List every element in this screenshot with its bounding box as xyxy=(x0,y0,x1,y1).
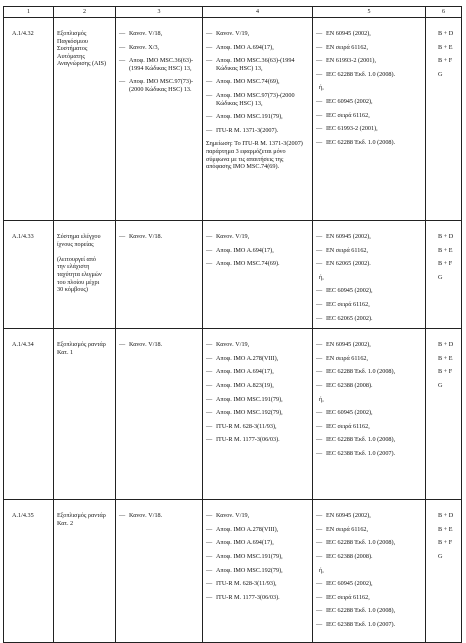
standard-item: — Κανον. V/19, xyxy=(206,233,310,241)
test-standard-item: — IEC 62065 (2002). xyxy=(316,315,423,323)
test-standard-item: — IEC 62288 Έκδ. 1.0 (2008), xyxy=(316,539,423,547)
test-standards-list-en xyxy=(316,512,423,560)
test-standard-item: — IEC 62288 Έκδ. 1.0 (2008). xyxy=(316,139,423,147)
modules-cell xyxy=(426,221,462,329)
regulations-cell xyxy=(116,18,203,221)
test-standard-item: — IEC 62388 Έκδ. 1.0 (2007). xyxy=(316,621,423,629)
column-number: 2 xyxy=(54,7,116,18)
standard-item: — Αποφ. IMO MSC.192(79), xyxy=(206,409,310,417)
test-standards-cell xyxy=(313,221,426,329)
standard-item: — Αποφ. IMO MSC.74(69), xyxy=(206,78,310,86)
or-label: ή, xyxy=(319,566,324,574)
test-standards-list-iec xyxy=(316,287,423,322)
item-code: A.1/4.33 xyxy=(4,221,54,329)
regulations-list xyxy=(119,512,200,520)
standards-note: Σημείωση: Το ITU-R M. 1371-3(2007) παράρτημα 3 εφαρμόζεται μόνο σύμφωνα με τις απαιτήσεις της απόφασης IMO MSC.74(69). xyxy=(206,140,303,171)
regulations-list xyxy=(119,30,200,94)
column-number: 6 xyxy=(426,7,462,18)
standard-item: — Κανον. V/19, xyxy=(206,30,310,38)
standard-item: — Αποφ. IMO A.278(VIII), xyxy=(206,355,310,363)
test-standards-list-en xyxy=(316,341,423,389)
equipment-name xyxy=(54,221,116,329)
item-code: A.1/4.34 xyxy=(4,329,54,500)
module-item: B + E xyxy=(438,525,453,533)
regulation-item: — Αποφ. IMO MSC.97(73)-(2000 Κώδικας HSC) 13. xyxy=(119,78,200,93)
test-standard-item: — IEC σειρά 61162, xyxy=(316,423,423,431)
standard-item: — Αποφ. IMO MSC.36(63)-(1994 Κώδικας HSC) 13, xyxy=(206,57,310,72)
equipment-name-line: του πλοίου μέχρι xyxy=(57,278,100,286)
test-standard-item: — EN 62065 (2002). xyxy=(316,260,423,268)
module-item: G xyxy=(438,552,443,560)
standards-list xyxy=(206,512,310,601)
or-label: ή, xyxy=(319,395,324,403)
equipment-name-line: Κατ. 1 xyxy=(57,348,74,356)
module-item: B + E xyxy=(438,354,453,362)
equipment-name-line: Αυτόματης xyxy=(57,52,85,60)
equipment-name-line: Παγκόσμιου xyxy=(57,37,88,45)
equipment-name-line xyxy=(57,248,113,256)
module-item: B + D xyxy=(438,30,454,37)
regulation-item: — Κανον. V/18. xyxy=(119,341,200,349)
item-code: A.1/4.32 xyxy=(4,18,54,221)
test-standards-list-iec xyxy=(316,580,423,628)
test-standard-item: — IEC 62388 (2008). xyxy=(316,553,423,561)
test-standards-cell xyxy=(313,18,426,221)
module-item: G xyxy=(438,381,443,389)
equipment-name-line: 30 κόμβους) xyxy=(57,286,88,294)
regulation-item: — Κανον. V/18. xyxy=(119,233,200,241)
column-number-row xyxy=(4,7,462,18)
equipment-name xyxy=(54,18,116,221)
or-label: ή, xyxy=(319,84,324,92)
standards-cell xyxy=(203,18,313,221)
test-standards-list-iec xyxy=(316,98,423,146)
test-standards-list-en xyxy=(316,233,423,268)
standard-item: — Αποφ. IMO A.694(17), xyxy=(206,44,310,52)
standards-cell xyxy=(203,329,313,500)
equipment-name-line: Εξοπλισμός ραντάρ xyxy=(57,341,106,349)
regulations-list xyxy=(119,341,200,349)
standard-item: — Αποφ. IMO MSC.191(79), xyxy=(206,396,310,404)
modules-cell xyxy=(426,500,462,643)
test-standard-item: — EN 60945 (2002), xyxy=(316,233,423,241)
column-number: 5 xyxy=(313,7,426,18)
test-standard-item: — EN σειρά 61162, xyxy=(316,247,423,255)
standard-item: — Αποφ. IMO A.278(VIII), xyxy=(206,526,310,534)
test-standard-item: — EN σειρά 61162, xyxy=(316,355,423,363)
standard-item: — Κανον. V/19, xyxy=(206,512,310,520)
test-standard-item: — EN 60945 (2002), xyxy=(316,512,423,520)
equipment-name-line: Εξοπλισμός ραντάρ xyxy=(57,512,106,520)
equipment-name xyxy=(54,329,116,500)
standards-list xyxy=(206,233,310,268)
regulations-list xyxy=(119,233,200,241)
item-code: A.1/4.35 xyxy=(4,500,54,643)
module-item: B + E xyxy=(438,246,453,254)
regulation-item: — Κανον. V/18. xyxy=(119,512,200,520)
table-row xyxy=(4,500,462,643)
standards-list xyxy=(206,341,310,444)
test-standard-item: — EN 60945 (2002), xyxy=(316,30,423,38)
test-standard-item: — IEC σειρά 61162, xyxy=(316,594,423,602)
column-number: 3 xyxy=(116,7,203,18)
test-standard-item: — IEC σειρά 61162, xyxy=(316,112,423,120)
test-standards-list-iec xyxy=(316,409,423,457)
table-row xyxy=(4,18,462,221)
standard-item: — ITU-R M. 628-3(11/93), xyxy=(206,423,310,431)
test-standards-list-en xyxy=(316,30,423,78)
standard-item: — Αποφ. IMO A.694(17), xyxy=(206,539,310,547)
module-item: B + E xyxy=(438,43,453,51)
test-standard-item: — IEC 62288 Έκδ. 1.0 (2008). xyxy=(316,71,423,79)
standard-item: — Αποφ. IMO MSC.97(73)-(2000 Κώδικας HSC) 13, xyxy=(206,92,310,107)
standard-item: — Αποφ. IMO A.823(19), xyxy=(206,382,310,390)
equipment-name-line: Αναγνώρισης (AIS) xyxy=(57,60,107,68)
regulations-cell xyxy=(116,500,203,643)
standard-item: — Αποφ. IMO MSC.192(79), xyxy=(206,567,310,575)
or-label: ή, xyxy=(319,273,324,281)
test-standard-item: — EN σειρά 61162, xyxy=(316,526,423,534)
column-number: 1 xyxy=(4,7,54,18)
standard-item: — Αποφ. IMO A.694(17), xyxy=(206,368,310,376)
module-item: B + F xyxy=(438,57,453,65)
test-standard-item: — IEC 60945 (2002), xyxy=(316,409,423,417)
test-standards-cell xyxy=(313,329,426,500)
standards-list xyxy=(206,30,310,134)
module-item: B + D xyxy=(438,512,454,520)
test-standard-item: — EN σειρά 61162, xyxy=(316,44,423,52)
test-standard-item: — IEC 60945 (2002), xyxy=(316,580,423,588)
module-item: B + D xyxy=(438,233,454,240)
standard-item: — Αποφ. IMO MSC.191(79), xyxy=(206,113,310,121)
standard-item: — ITU-R M. 1177-3(06/03). xyxy=(206,436,310,444)
equipment-name-line: την ελάχιστη xyxy=(57,263,90,271)
equipment-name-line: ίχνους πορείας xyxy=(57,240,94,248)
modules-cell xyxy=(426,18,462,221)
regulations-cell xyxy=(116,221,203,329)
standard-item: — ITU-R M. 628-3(11/93), xyxy=(206,580,310,588)
test-standard-item: — EN 60945 (2002), xyxy=(316,341,423,349)
equipment-name-line: Εξοπλισμός xyxy=(57,30,87,37)
module-item: B + F xyxy=(438,260,453,268)
module-item: B + F xyxy=(438,368,453,376)
test-standard-item: — IEC 61993-2 (2001), xyxy=(316,125,423,133)
standard-item: — Αποφ. IMO MSC.74(69). xyxy=(206,260,310,268)
column-number: 4 xyxy=(203,7,313,18)
equipment-name-line: Κατ. 2 xyxy=(57,519,74,527)
equipment-name xyxy=(54,500,116,643)
module-item: G xyxy=(438,70,443,78)
standard-item: — ITU-R M. 1371-3(2007). xyxy=(206,127,310,135)
test-standard-item: — IEC 62388 Έκδ. 1.0 (2007). xyxy=(316,450,423,458)
regulation-item: — Κανον. V/18, xyxy=(119,30,200,38)
test-standard-item: — IEC 62288 Έκδ. 1.0 (2008), xyxy=(316,436,423,444)
regulation-item: — Κανον. X/3, xyxy=(119,44,200,52)
standard-item: — ITU-R M. 1177-3(06/03). xyxy=(206,594,310,602)
table-row xyxy=(4,329,462,500)
equipment-name-line: Σύστημα ελέγχου xyxy=(57,233,101,240)
equipment-name-line: Συστήματος xyxy=(57,45,88,53)
equipment-table xyxy=(3,6,462,643)
test-standards-cell xyxy=(313,500,426,643)
test-standard-item: — IEC 60945 (2002), xyxy=(316,287,423,295)
module-item: G xyxy=(438,273,443,281)
modules-cell xyxy=(426,329,462,500)
standard-item: — Κανον. V/19, xyxy=(206,341,310,349)
test-standard-item: — IEC σειρά 61162, xyxy=(316,301,423,309)
standards-cell xyxy=(203,221,313,329)
standard-item: — Αποφ. IMO MSC.191(79), xyxy=(206,553,310,561)
test-standard-item: — IEC 62288 Έκδ. 1.0 (2008), xyxy=(316,368,423,376)
module-item: B + D xyxy=(438,341,454,349)
table-row xyxy=(4,221,462,329)
test-standard-item: — EN 61993-2 (2001), xyxy=(316,57,423,65)
standard-item: — Αποφ. IMO A.694(17), xyxy=(206,247,310,255)
module-item: B + F xyxy=(438,539,453,547)
regulations-cell xyxy=(116,329,203,500)
test-standard-item: — IEC 62388 (2008). xyxy=(316,382,423,390)
regulation-item: — Αποφ. IMO MSC.36(63)-(1994 Κώδικας HSC) 13, xyxy=(119,57,200,72)
equipment-name-line: (λειτουργεί από xyxy=(57,255,96,263)
test-standard-item: — IEC 62288 Έκδ. 1.0 (2008), xyxy=(316,607,423,615)
test-standard-item: — IEC 60945 (2002), xyxy=(316,98,423,106)
equipment-name-line: ταχύτητα ελιγμών xyxy=(57,270,102,278)
standards-cell xyxy=(203,500,313,643)
